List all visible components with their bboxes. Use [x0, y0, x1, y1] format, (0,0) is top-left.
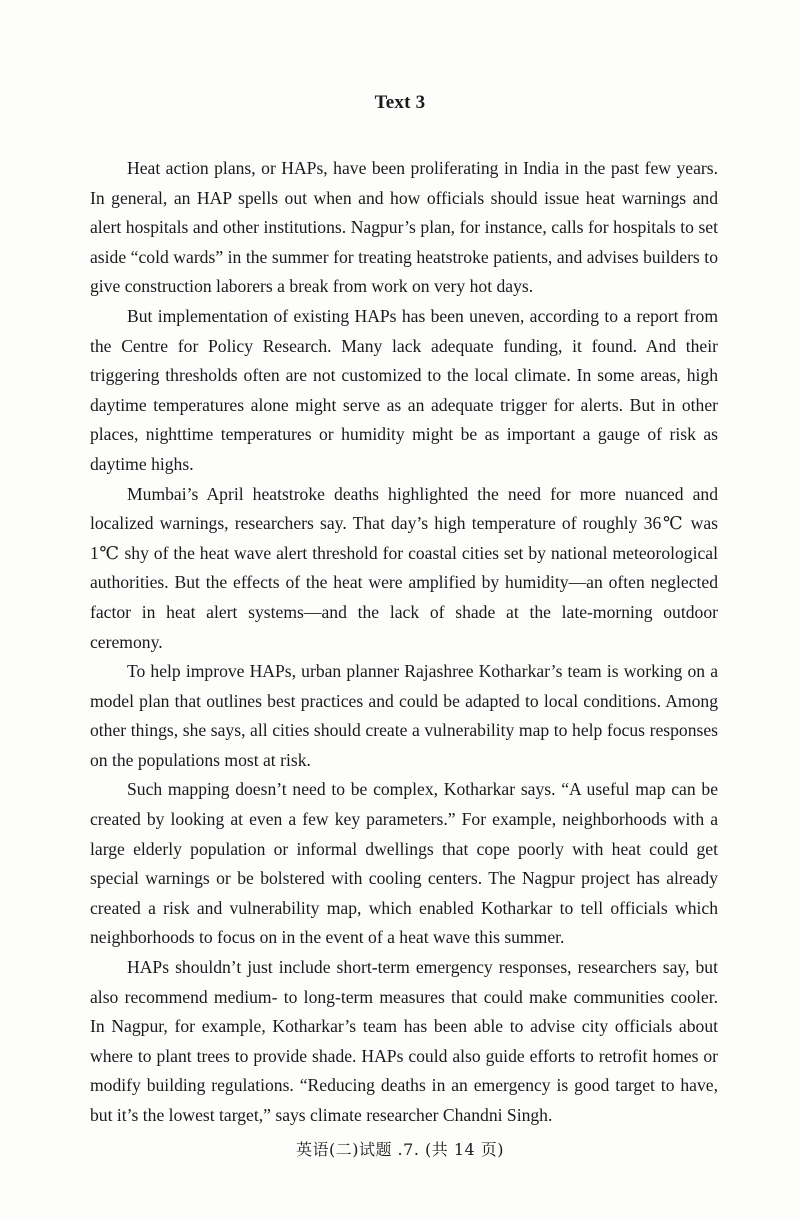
paragraph-3: Mumbai’s April heatstroke deaths highlighted the need for more nuanced and localized warnings, researchers say. That day’s high temperature of roughly 36℃ was 1℃ shy of the heat wave alert threshold for coastal cities set by national meteorological authorities. But the effects of the heat were amplified by humidity—an often neglected factor in heat alert systems—and the lack of shade at the late-morning outdoor ceremony. [90, 483, 718, 652]
paragraph-5: Such mapping doesn’t need to be complex, Kotharkar says. “A useful map can be created by looking at even a few key parameters.” For example, neighborhoods with a large elderly population or informal dwellings that cope poorly with heat could get special warnings or be bolstered with cooling centers. The Nagpur project has already created a risk and vulnerability map, which enabled Kotharkar to tell officials which neighborhoods to focus on in the event of a heat wave this summer. [90, 779, 718, 948]
page-title: Text 3 [374, 92, 426, 113]
paragraph-6: HAPs shouldn’t just include short-term emergency responses, researchers say, but also recommend medium- to long-term measures that could make communities cooler. In Nagpur, for example, Kotharkar’s team has been able to advise city officials about where to plant trees to provide shade. HAPs could also guide efforts to retrofit homes or modify building regulations. “Reducing deaths in an emergency is good target to have, but it’s the lowest target,” says climate researcher Chandni Singh. [90, 957, 718, 1125]
page-footer: 英语(二)试题 .7. (共 14 页) [295, 1140, 505, 1159]
passage-body [90, 154, 718, 1131]
paragraph-1: Heat action plans, or HAPs, have been proliferating in India in the past few years. In general, an HAP spells out when and how officials should issue heat warnings and alert hospitals and other institutions. Nagpur’s plan, for instance, calls for hospitals to set aside “cold wards” in the summer for treating heatstroke patients, and advises builders to give construction laborers a break from work on very hot days. [90, 158, 718, 297]
paragraph-2: But implementation of existing HAPs has been uneven, according to a report from the Centre for Policy Research. Many lack adequate funding, it found. And their triggering thresholds often are not customized to the local climate. In some areas, high daytime temperatures alone might serve as an adequate trigger for alerts. But in other places, nighttime temperatures or humidity might be as important a gauge of risk as daytime highs. [90, 305, 718, 474]
paragraph-4: To help improve HAPs, urban planner Rajashree Kotharkar’s team is working on a model plan that outlines best practices and could be adapted to local conditions. Among other things, she says, all cities should create a vulnerability map to help focus responses on the populations most at risk. [90, 661, 718, 770]
